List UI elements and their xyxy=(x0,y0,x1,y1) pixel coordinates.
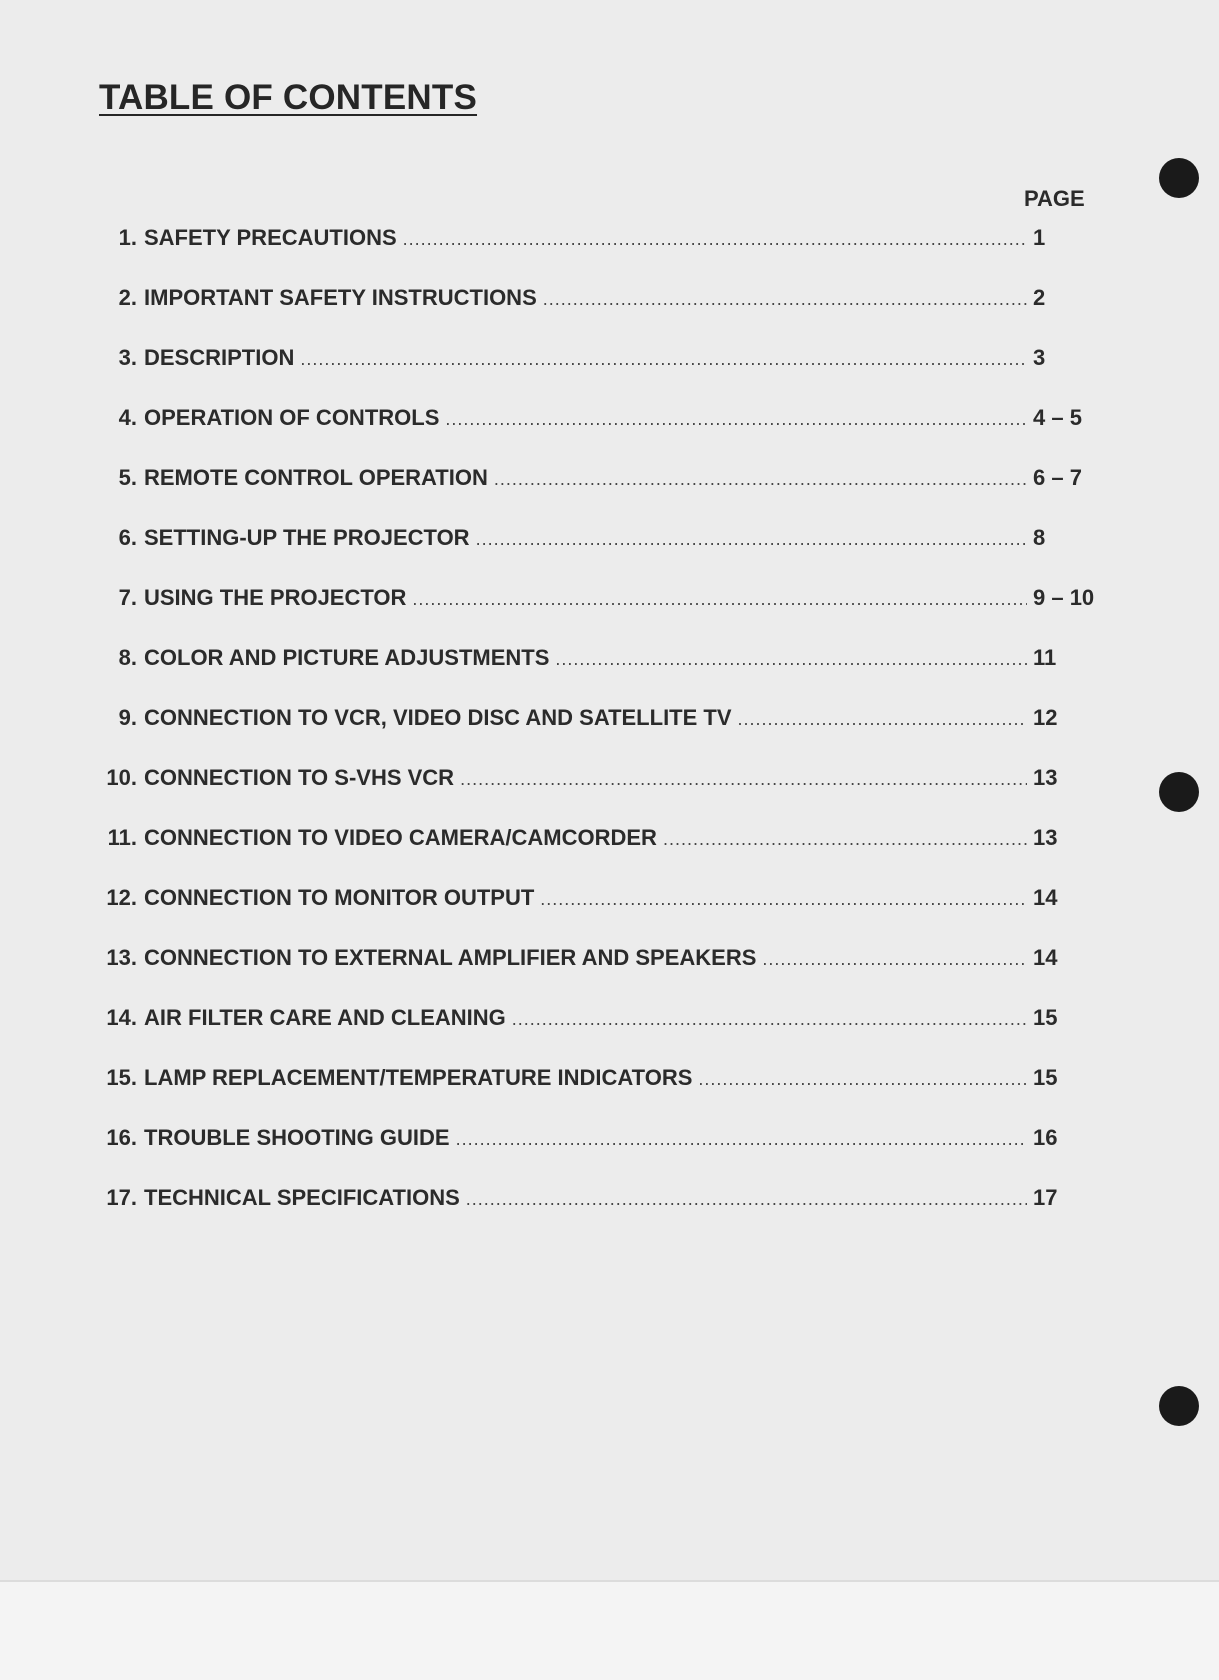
toc-entry-page: 14 xyxy=(1033,945,1058,970)
toc-entry-page: 2 xyxy=(1033,285,1046,310)
toc-entry-page: 3 xyxy=(1033,345,1046,370)
dot-leader xyxy=(476,529,1027,550)
toc-entry-number: 6. xyxy=(118,525,137,550)
toc-entry[interactable] xyxy=(95,1065,1105,1095)
toc-entry-page: 9 – 10 xyxy=(1033,585,1095,610)
toc-entry[interactable] xyxy=(95,645,1105,675)
dot-leader xyxy=(300,349,1027,370)
page-column-header: PAGE xyxy=(1024,186,1085,211)
toc-entry-label: TECHNICAL SPECIFICATIONS xyxy=(144,1185,460,1210)
toc-entry-label: LAMP REPLACEMENT/TEMPERATURE INDICATORS xyxy=(144,1065,693,1090)
toc-entry-label: CONNECTION TO EXTERNAL AMPLIFIER AND SPEAKERS xyxy=(144,945,757,970)
dot-leader xyxy=(738,709,1027,730)
toc-entry[interactable] xyxy=(95,825,1105,855)
toc-entry-label: CONNECTION TO VCR, VIDEO DISC AND SATELLITE TV xyxy=(144,705,732,730)
toc-entry[interactable] xyxy=(95,345,1105,375)
toc-entry[interactable] xyxy=(95,1185,1105,1215)
toc-entry-number: 12. xyxy=(106,885,137,910)
dot-leader xyxy=(466,1189,1027,1210)
toc-entry-label: CONNECTION TO MONITOR OUTPUT xyxy=(144,885,535,910)
toc-entry-label: CONNECTION TO VIDEO CAMERA/CAMCORDER xyxy=(144,825,657,850)
page-title: TABLE OF CONTENTS xyxy=(99,78,478,117)
toc-entry-number: 3. xyxy=(118,345,137,370)
toc-entry-page: 14 xyxy=(1033,885,1058,910)
toc-entry-label: SAFETY PRECAUTIONS xyxy=(144,225,397,250)
toc-entry-number: 1. xyxy=(118,225,137,250)
toc-entry-label: CONNECTION TO S-VHS VCR xyxy=(144,765,455,790)
dot-leader xyxy=(494,469,1027,490)
toc-entry[interactable] xyxy=(95,405,1105,435)
toc-entry-page: 16 xyxy=(1033,1125,1058,1150)
toc-entry-label: DESCRIPTION xyxy=(144,345,295,370)
toc-entry-label: OPERATION OF CONTROLS xyxy=(144,405,440,430)
toc-entry-number: 7. xyxy=(118,585,137,610)
toc-entry-page: 12 xyxy=(1033,705,1058,730)
dot-leader xyxy=(555,649,1027,670)
toc-entry[interactable] xyxy=(95,885,1105,915)
toc-entry-page: 15 xyxy=(1033,1005,1058,1030)
dot-leader xyxy=(403,229,1027,250)
dot-leader xyxy=(543,289,1027,310)
toc-entry[interactable] xyxy=(95,765,1105,795)
dot-leader xyxy=(698,1069,1027,1090)
toc-entry-number: 4. xyxy=(118,405,137,430)
toc-entry-page: 6 – 7 xyxy=(1033,465,1082,490)
dot-leader xyxy=(512,1009,1027,1030)
toc-entry-page: 4 – 5 xyxy=(1033,405,1082,430)
toc-entry[interactable] xyxy=(95,225,1105,255)
dot-leader xyxy=(412,589,1027,610)
toc-entry[interactable] xyxy=(95,705,1105,735)
punch-hole-icon xyxy=(1159,772,1199,812)
toc-entry-number: 17. xyxy=(106,1185,137,1210)
toc-entry-label: COLOR AND PICTURE ADJUSTMENTS xyxy=(144,645,550,670)
toc-entry[interactable] xyxy=(95,465,1105,495)
toc-entry-label: SETTING-UP THE PROJECTOR xyxy=(144,525,470,550)
toc-entry-label: TROUBLE SHOOTING GUIDE xyxy=(144,1125,450,1150)
toc-entry-label: IMPORTANT SAFETY INSTRUCTIONS xyxy=(144,285,537,310)
toc-entry-number: 8. xyxy=(118,645,137,670)
toc-entry-page: 15 xyxy=(1033,1065,1058,1090)
punch-hole-icon xyxy=(1159,158,1199,198)
toc-entry-page: 13 xyxy=(1033,825,1058,850)
toc-entry-page: 1 xyxy=(1033,225,1046,250)
toc-entry-number: 11. xyxy=(107,825,137,850)
dot-leader xyxy=(762,949,1027,970)
toc-entry-number: 9. xyxy=(118,705,137,730)
toc-entry-number: 14. xyxy=(106,1005,137,1030)
toc-entry-page: 13 xyxy=(1033,765,1058,790)
toc-entry[interactable] xyxy=(95,945,1105,975)
toc-entry-page: 8 xyxy=(1033,525,1046,550)
toc-entry-label: AIR FILTER CARE AND CLEANING xyxy=(144,1005,506,1030)
toc-entry-number: 5. xyxy=(118,465,137,490)
toc-entry-number: 13. xyxy=(106,945,137,970)
toc-entry[interactable] xyxy=(95,585,1105,615)
toc-entry-page: 11 xyxy=(1033,645,1057,670)
dot-leader xyxy=(456,1129,1027,1150)
toc-entry[interactable] xyxy=(95,285,1105,315)
dot-leader xyxy=(445,409,1027,430)
toc-entry-number: 2. xyxy=(118,285,137,310)
dot-leader xyxy=(663,829,1027,850)
toc-entry-page: 17 xyxy=(1033,1185,1058,1210)
toc-entry-number: 16. xyxy=(106,1125,137,1150)
toc-entry[interactable] xyxy=(95,1125,1105,1155)
dot-leader xyxy=(460,769,1027,790)
toc-entry-label: REMOTE CONTROL OPERATION xyxy=(144,465,488,490)
toc-entry-number: 15. xyxy=(106,1065,137,1090)
toc-entry-number: 10. xyxy=(106,765,137,790)
dot-leader xyxy=(540,889,1027,910)
toc-entry[interactable] xyxy=(95,525,1105,555)
punch-hole-icon xyxy=(1159,1386,1199,1426)
toc-entry[interactable] xyxy=(95,1005,1105,1035)
toc-entry-label: USING THE PROJECTOR xyxy=(144,585,407,610)
